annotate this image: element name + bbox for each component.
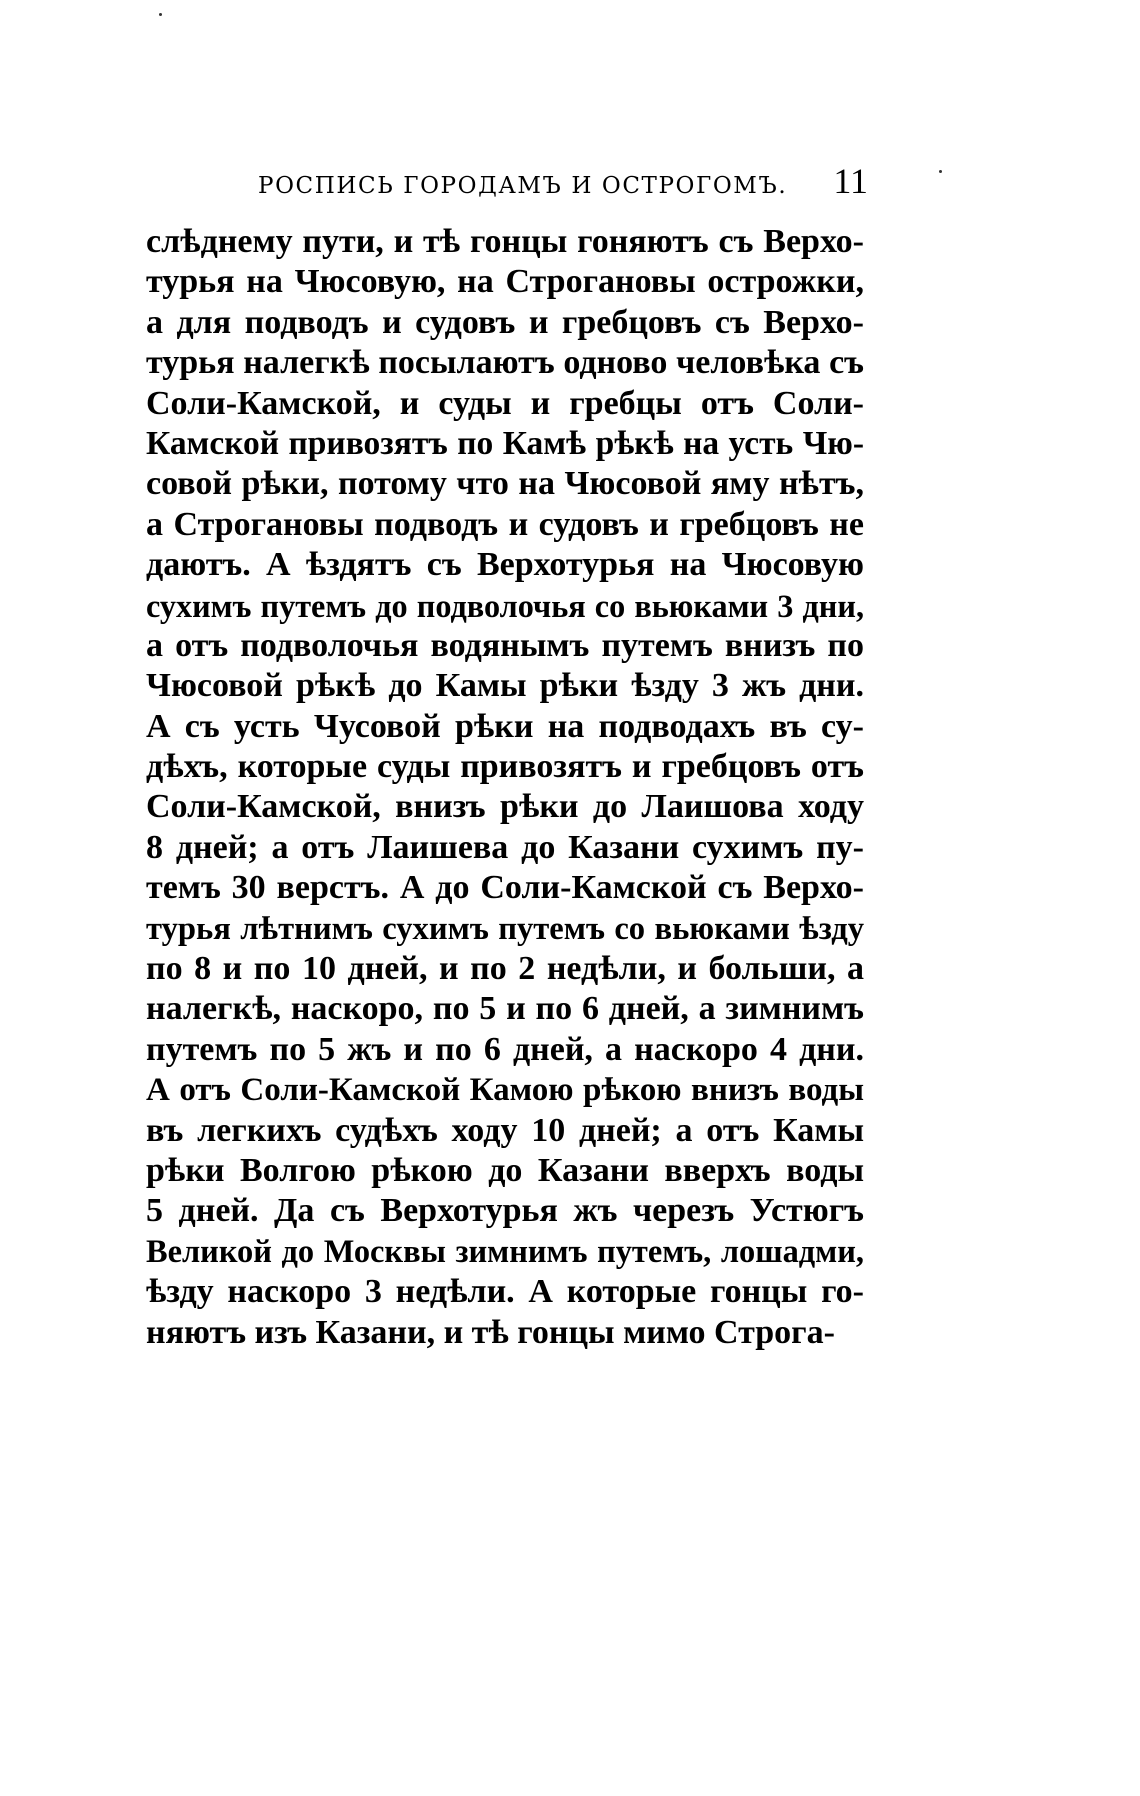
text-line: Камской привозятъ по Камѣ рѣкѣ на усть Чю- <box>146 424 864 462</box>
text-line: по 8 и по 10 дней, и по 2 недѣли, и больши, а <box>146 950 864 988</box>
text-line: темъ 30 верстъ. А до Соли-Камской съ Верхо- <box>146 869 864 907</box>
text-line: Соли-Камской, внизъ рѣки до Лаишова ходу <box>146 788 864 826</box>
text-line: сухимъ путемъ до подволочья со вьюками 3 дни, <box>146 587 864 624</box>
text-line: слѣднему пути, и тѣ гонцы гоняютъ съ Верхо- <box>146 223 864 260</box>
text-line: 5 дней. Да съ Верхотурья жъ черезъ Устюгъ <box>146 1192 864 1230</box>
text-line: турья на Чюсовую, на Строгановы острожки, <box>146 263 864 301</box>
text-line: а Строгановы подводъ и судовъ и гребцовъ не <box>146 505 864 543</box>
print-speck <box>939 170 942 173</box>
text-line: А съ усть Чусовой рѣки на подводахъ въ су- <box>146 707 864 745</box>
running-header <box>258 160 868 208</box>
text-line: путемъ по 5 жъ и по 6 дней, а наскоро 4 дни. <box>146 1030 864 1068</box>
body-text <box>146 222 864 1353</box>
running-title: РОСПИСЬ ГОРОДАМЪ И ОСТРОГОМЪ. <box>258 173 788 199</box>
text-line: а отъ подволочья водянымъ путемъ внизъ по <box>146 626 864 664</box>
text-line: Чюсовой рѣкѣ до Камы рѣки ѣзду 3 жъ дни. <box>146 667 864 705</box>
text-line: 8 дней; а отъ Лаишева до Казани сухимъ пу- <box>146 828 864 866</box>
text-line: А отъ Соли-Камской Камою рѣкою внизъ воды <box>146 1072 864 1109</box>
page-number: 11 <box>833 161 868 201</box>
text-line: няютъ изъ Казани, и тѣ гонцы мимо Строга- <box>146 1313 835 1351</box>
text-line: даютъ. А ѣздятъ съ Верхотурья на Чюсовую <box>146 546 864 584</box>
text-line: рѣки Волгою рѣкою до Казани вверхъ воды <box>146 1151 864 1189</box>
text-line: Великой до Москвы зимнимъ путемъ, лошадми, <box>146 1233 864 1270</box>
text-line: совой рѣки, потому что на Чюсовой яму нѣтъ, <box>146 465 864 503</box>
text-line: налегкѣ, наскоро, по 5 и по 6 дней, а зимнимъ <box>146 990 864 1028</box>
print-speck <box>159 13 162 16</box>
text-line: турья налегкѣ посылаютъ одново человѣка съ <box>146 344 864 382</box>
text-line: ѣзду наскоро 3 недѣли. А которые гонцы го- <box>146 1273 864 1311</box>
text-line: турья лѣтнимъ сухимъ путемъ со вьюками ѣзду <box>146 910 864 947</box>
text-line: въ легкихъ судѣхъ ходу 10 дней; а отъ Камы <box>146 1111 864 1149</box>
text-line: Соли-Камской, и суды и гребцы отъ Соли- <box>146 384 864 422</box>
text-line: а для подводъ и судовъ и гребцовъ съ Верхо- <box>146 303 864 341</box>
text-line: дѣхъ, которые суды привозятъ и гребцовъ отъ <box>146 748 864 786</box>
